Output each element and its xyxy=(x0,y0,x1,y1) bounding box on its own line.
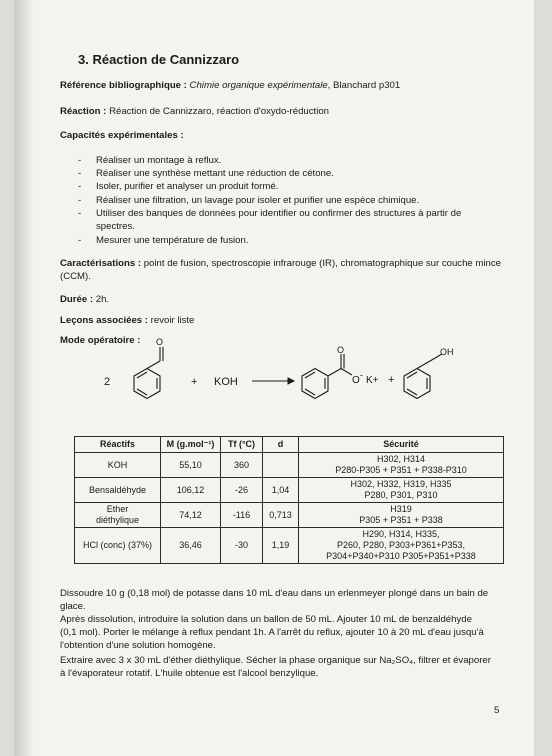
reference-title: Chimie organique expérimentale xyxy=(189,80,328,91)
procedure-paragraph: Extraire avec 3 x 30 mL d'éther diéthylique. Sécher la phase organique sur Na₂SO₄, filtrer et évaporer xyxy=(60,655,491,666)
bullet-dash: - xyxy=(78,208,82,219)
cell-securite xyxy=(299,503,504,528)
caracterisations-label: Caractérisations : xyxy=(60,258,142,269)
procedure-paragraph: (0,1 mol). Porter le mélange à reflux pendant 1h. A l'arrêt du reflux, ajouter 10 à 20 mL d'eau jusqu'à xyxy=(60,627,484,638)
duree-value: 2h. xyxy=(95,294,110,305)
benzyl-alcohol-structure xyxy=(404,354,442,399)
caracterisations-line xyxy=(60,258,501,271)
carboxylate-oxygen: O xyxy=(337,345,345,355)
header-reactifs: Réactifs xyxy=(75,437,161,453)
document-page xyxy=(14,0,534,756)
caracterisations-text: point de fusion, spectroscopie infrarouge (IR), chromatographique sur couche mince xyxy=(143,258,502,269)
cell-reactif: KOH xyxy=(75,453,161,478)
bullet-dash: - xyxy=(78,195,82,206)
precaution-statements-cont: P304+P340+P310 P305+P351+P338 xyxy=(326,551,476,561)
procedure-paragraph: Dissoudre 10 g (0,18 mol) de potasse dans 10 mL d'eau dans un erlenmeyer plongé dans un bain de xyxy=(60,588,489,599)
reaction-text: Réaction de Cannizzaro, réaction d'oxydo-réduction xyxy=(109,106,330,117)
cell-securite xyxy=(299,478,504,503)
table-row xyxy=(75,503,504,528)
reaction-scheme xyxy=(104,337,504,415)
reference-line xyxy=(60,80,400,93)
bullet-dash: - xyxy=(78,235,82,246)
hazard-statements: H302, H314 xyxy=(376,454,426,464)
capacite-item: Réaliser un montage à reflux. xyxy=(96,155,222,166)
header-molar-mass: M (g.mol⁻¹) xyxy=(161,437,221,453)
duree-line xyxy=(60,294,109,307)
lecons-line xyxy=(60,315,194,328)
bullet-dash: - xyxy=(78,155,82,166)
section-title: 3. Réaction de Cannizzaro xyxy=(78,52,240,67)
capacite-item-cont: spectres. xyxy=(96,221,135,232)
caracterisations-line2: (CCM). xyxy=(60,271,91,282)
scheme-coefficient: 2 xyxy=(104,376,111,388)
cell-reactif: Ether diéthylique xyxy=(75,503,161,528)
reference-rest: , Blanchard p301 xyxy=(327,80,401,91)
cell-reactif: Bensaldéhyde xyxy=(75,478,161,503)
cell-melting-point: -116 xyxy=(221,503,263,528)
potassium-cation: K+ xyxy=(366,375,379,386)
cell-securite xyxy=(299,453,504,478)
anion-oxygen: O xyxy=(352,375,360,386)
cell-molar-mass: 36,46 xyxy=(161,528,221,564)
table-header-row xyxy=(75,437,504,453)
duree-label: Durée : xyxy=(60,294,94,305)
capacite-item: Mesurer une température de fusion. xyxy=(96,235,249,246)
header-density: d xyxy=(263,437,299,453)
capacite-item: Réaliser une synthèse mettant une réduction de cétone. xyxy=(96,168,334,179)
procedure-paragraph: Après dissolution, introduire la solution dans un ballon de 50 mL. Ajouter 10 mL de benzaldéhyde xyxy=(60,614,472,625)
cell-density: 1,19 xyxy=(263,528,299,564)
hydroxyl-label: OH xyxy=(440,347,454,357)
page-number: 5 xyxy=(494,705,500,716)
capacite-item: Isoler, purifier et analyser un produit formé. xyxy=(96,181,279,192)
capacites-label: Capacités expérimentales : xyxy=(60,130,184,141)
anion-charge: - xyxy=(360,370,363,380)
benzaldehyde-structure xyxy=(134,347,163,399)
table-row xyxy=(75,453,504,478)
reaction-label: Réaction : xyxy=(60,106,107,117)
koh-label: KOH xyxy=(214,376,238,388)
reference-label: Référence bibliographique : xyxy=(60,80,187,91)
hazard-statements: H302, H332, H319, H335 xyxy=(350,479,452,489)
cell-melting-point: -26 xyxy=(221,478,263,503)
precaution-statements: P280-P305 + P351 + P338-P310 xyxy=(335,465,467,475)
precaution-statements: P260, P280, P303+P361+P353, xyxy=(336,540,466,550)
plus-sign: + xyxy=(388,374,395,386)
precaution-statements: P305 + P351 + P338 xyxy=(359,515,443,525)
procedure-paragraph: glace. xyxy=(60,601,86,612)
hazard-statements: H290, H314, H335, xyxy=(362,529,440,539)
lecons-label: Leçons associées : xyxy=(60,315,148,326)
precaution-statements: P280, P301, P310 xyxy=(364,490,438,500)
cell-melting-point: -30 xyxy=(221,528,263,564)
capacite-item: Réaliser une filtration, un lavage pour isoler et purifier une espèce chimique. xyxy=(96,195,420,206)
header-melting-point: Tf (°C) xyxy=(221,437,263,453)
reagents-table xyxy=(74,436,504,564)
lecons-value: revoir liste xyxy=(150,315,195,326)
procedure-paragraph: l'obtention d'une solution homogène. xyxy=(60,640,216,651)
cell-melting-point: 360 xyxy=(221,453,263,478)
reaction-line xyxy=(60,106,329,119)
page-shadow xyxy=(14,0,34,756)
bullet-dash: - xyxy=(78,168,82,179)
cell-molar-mass: 55,10 xyxy=(161,453,221,478)
bullet-dash: - xyxy=(78,181,82,192)
procedure-paragraph: à l'évaporateur rotatif. L'huile obtenue est l'alcool benzylique. xyxy=(60,668,319,679)
table-row xyxy=(75,528,504,564)
cell-molar-mass: 106,12 xyxy=(161,478,221,503)
cell-density: 1,04 xyxy=(263,478,299,503)
cell-reactif: HCl (conc) (37%) xyxy=(75,528,161,564)
table-row xyxy=(75,478,504,503)
cell-molar-mass: 74,12 xyxy=(161,503,221,528)
reaction-arrow-icon xyxy=(252,378,294,384)
cell-density: 0,713 xyxy=(263,503,299,528)
aldehyde-oxygen: O xyxy=(156,337,164,347)
cell-securite xyxy=(299,528,504,564)
cell-density xyxy=(263,453,299,478)
capacite-item: Utiliser des banques de données pour identifier ou confirmer des structures à partir de xyxy=(96,208,462,219)
header-securite: Sécurité xyxy=(299,437,504,453)
mode-label: Mode opératoire : xyxy=(60,335,141,346)
hazard-statements: H319 xyxy=(390,504,412,514)
benzoate-structure xyxy=(302,354,352,399)
plus-sign: + xyxy=(191,376,198,388)
